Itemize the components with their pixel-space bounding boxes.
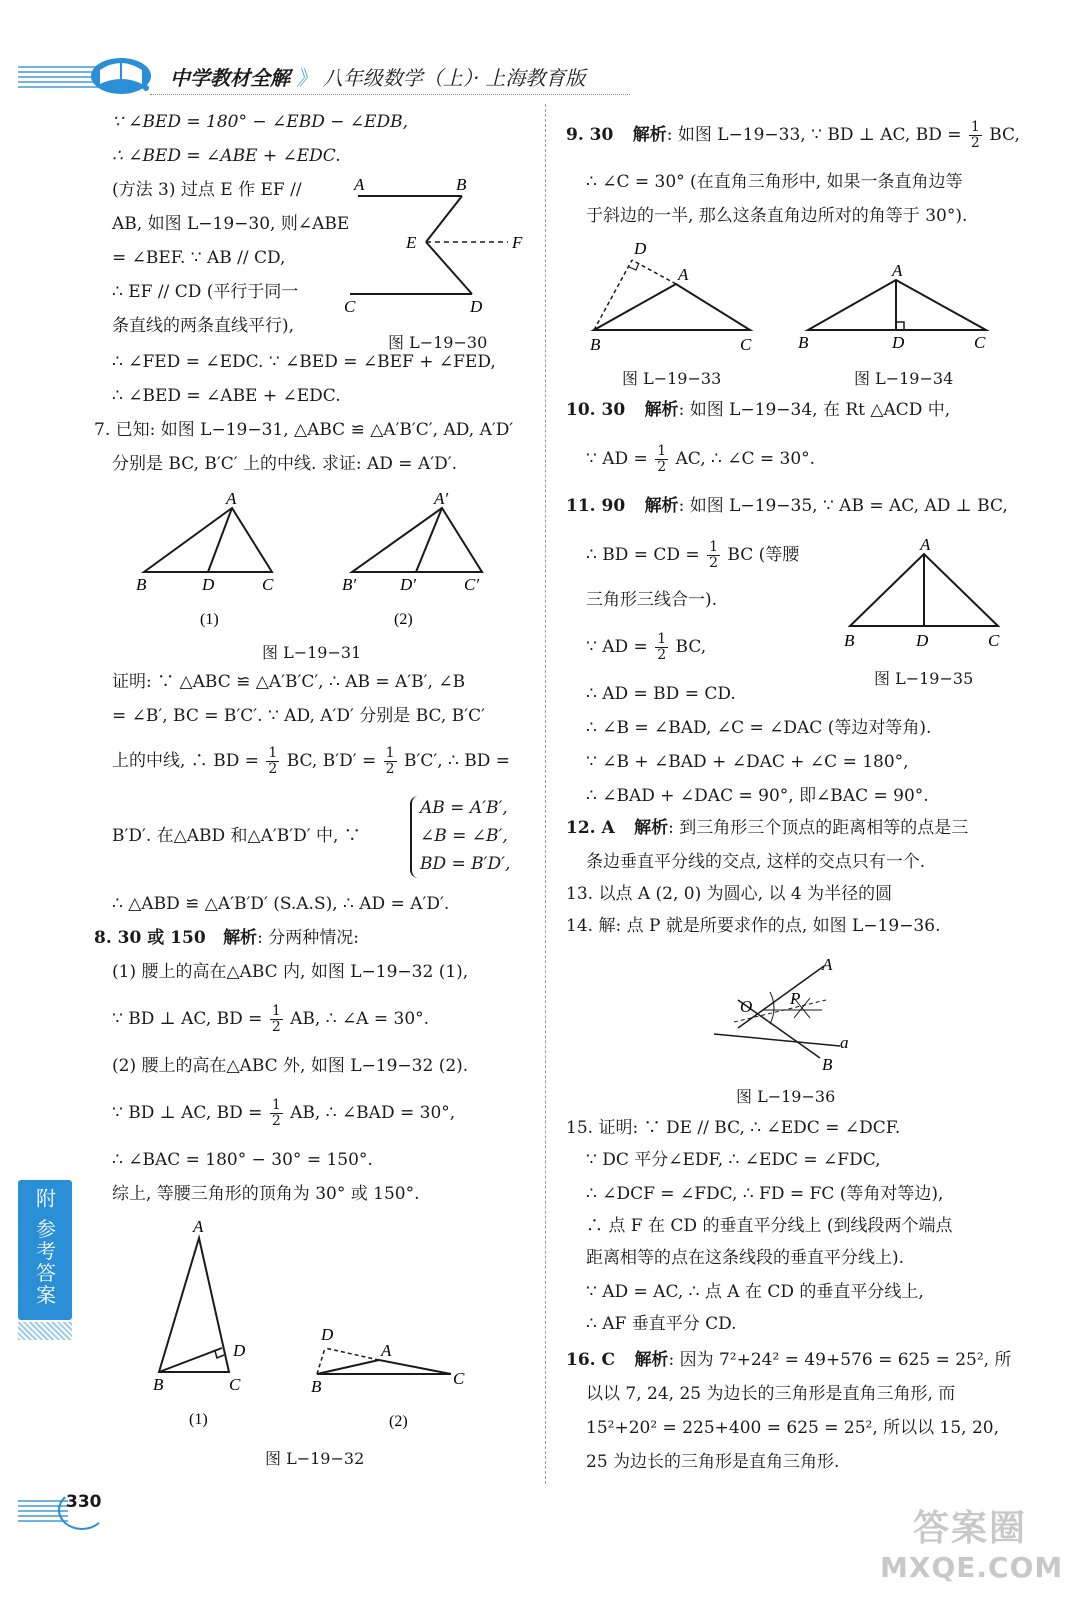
caption-l-19-35: 图 L−19−35	[874, 669, 974, 688]
figure-l-19-32	[145, 1212, 485, 1442]
q8-keyword: 解析	[223, 928, 258, 948]
q11-line-6: ∴ ∠B = ∠BAD, ∠C = ∠DAC (等边对等角).	[586, 718, 932, 738]
q15-line-1: 15. 证明: ∵ DE // BC, ∴ ∠EDC = ∠DCF.	[566, 1118, 901, 1138]
figure-l-19-34	[790, 258, 1010, 358]
fraction-half: $\frac{1}{2}$	[709, 539, 719, 571]
q9-answer: 9. 30	[566, 125, 614, 145]
header-stripes	[18, 66, 98, 88]
q9-text: : 如图 L−19−33, ∵ BD ⊥ AC, BD =	[666, 125, 962, 145]
proof-line-3	[112, 746, 510, 777]
left-line-3: (方法 3) 过点 E 作 EF //	[112, 180, 302, 200]
pt-d: D	[916, 631, 929, 650]
book-logo-icon	[88, 50, 154, 96]
left-line-2: ∴ ∠BED = ∠ABE + ∠EDC.	[112, 146, 341, 166]
left-line-5: = ∠BEF. ∵ AB // CD,	[112, 248, 286, 268]
q15-line-3: ∴ ∠DCF = ∠FDC, ∴ FD = FC (等角对等边),	[586, 1184, 944, 1204]
pt-a: A	[678, 265, 689, 284]
q8-line-4	[112, 1098, 455, 1129]
pt-b: B	[798, 333, 809, 352]
q16-line-4: 25 为边长的三角形是直角三角形.	[586, 1452, 840, 1472]
pt-e: E	[406, 233, 417, 252]
pt-d: D	[892, 333, 905, 352]
q7-line-2: 分别是 BC, B′C′ 上的中线. 求证: AD = A′D′.	[112, 454, 457, 474]
pt-c: C	[262, 575, 274, 594]
right-angle	[629, 263, 639, 270]
pt-b2: B′	[342, 575, 357, 594]
pt-b2: B	[311, 1377, 322, 1396]
sub-1: (1)	[200, 611, 219, 628]
triangle-a2b2c2	[352, 508, 482, 572]
sub-2: (2)	[394, 611, 413, 628]
figure-l-19-35	[836, 534, 1016, 664]
q11-line-3: 三角形三线合一).	[586, 590, 718, 610]
page-number-arc	[58, 1490, 106, 1530]
q13-line: 13. 以点 A (2, 0) 为圆心, 以 4 为半径的圆	[566, 884, 893, 904]
caption-l-19-33: 图 L−19−33	[622, 369, 722, 388]
sub-1: (1)	[189, 1411, 208, 1428]
watermark-line-2: MXQE.COM	[880, 1551, 1064, 1584]
q9-text-b: BC,	[989, 125, 1020, 145]
q8-line-5: ∴ ∠BAC = 180° − 30° = 150°.	[112, 1150, 373, 1170]
sub-2: (2)	[389, 1413, 408, 1430]
q11-line-1	[566, 494, 1008, 518]
q8-header	[94, 926, 359, 950]
q8-2a: ∵ BD ⊥ AC, BD =	[112, 1009, 263, 1029]
line-ed	[426, 242, 472, 294]
q12-line-2: 条边垂直平分线的交点, 这样的交点只有一个.	[586, 852, 926, 872]
fraction-half: $\frac{1}{2}$	[657, 631, 667, 663]
q9-line-1	[566, 120, 1020, 151]
q8-line-3: (2) 腰上的高在△ABC 外, 如图 L−19−32 (2).	[112, 1056, 469, 1076]
arc-1	[770, 992, 774, 1024]
q10-line-2	[586, 444, 815, 475]
q8-line-6: 综上, 等腰三角形的顶角为 30° 或 150°.	[112, 1184, 420, 1204]
pt-a: A	[920, 535, 931, 554]
q8-4a: ∵ BD ⊥ AC, BD =	[112, 1103, 263, 1123]
fraction-half: $\frac{1}{2}$	[970, 119, 980, 151]
system-eq-1: AB = A′B′,	[420, 798, 508, 818]
pt-c: C	[229, 1375, 241, 1394]
q10-keyword: 解析	[644, 400, 679, 420]
ext-ca	[325, 1348, 379, 1360]
pt-d: D	[202, 575, 215, 594]
q16-answer: 16. C	[566, 1350, 616, 1370]
watermark	[880, 1500, 1064, 1584]
proof-line-2: = ∠B′, BC = B′C′. ∵ AD, A′D′ 分别是 BC, B′C′	[112, 706, 485, 726]
proof-line-5: ∴ △ABD ≌ △A′B′D′ (S.A.S), ∴ AD = A′D′.	[112, 894, 450, 914]
q14-line: 14. 解: 点 P 就是所要求作的点, 如图 L−19−36.	[566, 916, 941, 936]
pt-b: B	[456, 175, 467, 194]
pt-a: A	[892, 261, 903, 280]
height-bd-2	[317, 1348, 325, 1374]
pt-c: C	[974, 333, 986, 352]
pt-b: B	[136, 575, 147, 594]
pt-d2: D′	[400, 575, 416, 594]
figure-l-19-30	[340, 170, 540, 330]
q16-keyword: 解析	[634, 1350, 669, 1370]
q15-line-5: 距离相等的点在这条线段的垂直平分线上).	[586, 1248, 905, 1268]
q15-line-2: ∵ DC 平分∠EDF, ∴ ∠EDC = ∠FDC,	[586, 1150, 881, 1170]
proof-line-1: 证明: ∵ △ABC ≌ △A′B′C′, ∴ AB = A′B′, ∠B	[112, 672, 466, 692]
pt-c2: C	[453, 1369, 465, 1388]
proof-line-4: B′D′. 在△ABD 和△A′B′D′ 中, ∵	[112, 826, 361, 846]
figure-l-19-36	[710, 952, 860, 1082]
q11-4b: BC,	[675, 637, 707, 657]
fraction-half: $\frac{1}{2}$	[385, 745, 395, 777]
q10-2b: AC, ∴ ∠C = 30°.	[675, 449, 816, 469]
left-line-8: ∴ ∠FED = ∠EDC. ∵ ∠BED = ∠BEF + ∠FED,	[112, 352, 496, 372]
pt-a2: A	[381, 1341, 392, 1360]
q11-answer: 11. 90	[566, 496, 626, 516]
caption-l-19-31: 图 L−19−31	[262, 643, 362, 662]
q8-line-1: (1) 腰上的高在△ABC 内, 如图 L−19−32 (1),	[112, 962, 469, 982]
header-separator: 》	[296, 66, 317, 90]
pt-d: D	[470, 297, 483, 316]
left-line-7: 条直线的两条直线平行),	[112, 316, 295, 336]
q11-line-2	[586, 540, 799, 571]
caption-l-19-30: 图 L−19−30	[388, 333, 488, 352]
caption-l-19-32: 图 L−19−32	[265, 1449, 365, 1468]
q16-text: : 因为 7²+24² = 49+576 = 625 = 25², 所	[668, 1350, 1012, 1370]
height-bd-1	[159, 1348, 222, 1372]
q12-text: : 到三角形三个顶点的距离相等的点是三	[668, 818, 969, 838]
q11-text: : 如图 L−19−35, ∵ AB = AC, AD ⊥ BC,	[678, 496, 1008, 516]
pt-d: D	[634, 239, 647, 258]
q12-keyword: 解析	[634, 818, 669, 838]
left-line-4: AB, 如图 L−19−30, 则∠ABE	[112, 214, 350, 234]
q15-line-4: ∴ 点 F 在 CD 的垂直平分线上 (到线段两个端点	[586, 1216, 953, 1236]
triangle-2	[317, 1360, 451, 1374]
system-eq-3: BD = B′D′,	[420, 854, 511, 874]
pt-a: A	[354, 175, 365, 194]
q16-line-2: 以以 7, 24, 25 为边长的三角形是直角三角形, 而	[586, 1384, 956, 1404]
column-divider	[545, 104, 546, 1484]
pt-b: B	[590, 335, 601, 354]
system-brace	[410, 796, 420, 878]
q11-line-7: ∵ ∠B + ∠BAD + ∠DAC + ∠C = 180°,	[586, 752, 909, 772]
triangle-abc	[594, 284, 750, 330]
left-line-6: ∴ EF // CD (平行于同一	[112, 282, 299, 302]
pt-b: B	[844, 631, 855, 650]
left-line-1: ∵ ∠BED = 180° − ∠EBD − ∠EDB,	[112, 112, 409, 132]
book-title: 中学教材全解	[170, 66, 290, 90]
pt-a: A	[822, 955, 833, 974]
q8-text: : 分两种情况:	[257, 928, 359, 948]
pt-f: F	[512, 233, 523, 252]
pt-c2: C′	[464, 575, 480, 594]
fraction-half: $\frac{1}{2}$	[271, 1003, 281, 1035]
q16-line-3: 15²+20² = 225+400 = 625 = 25², 所以以 15, 20,	[586, 1418, 1000, 1438]
q15-line-7: ∴ AF 垂直平分 CD.	[586, 1314, 737, 1334]
q11-line-5: ∴ AD = BD = CD.	[586, 684, 736, 704]
pt-d2: D	[321, 1325, 334, 1344]
q8-2b: AB, ∴ ∠A = 30°.	[290, 1009, 430, 1029]
pt-c: C	[988, 631, 1000, 650]
q9-line-2: ∴ ∠C = 30° (在直角三角形中, 如果一条直角边等	[586, 172, 963, 192]
right-angle-1	[215, 1351, 224, 1358]
pt-a-line: a	[840, 1033, 849, 1052]
pt-o: O	[740, 997, 753, 1016]
watermark-line-1: 答案圈	[912, 1508, 1027, 1549]
fraction-half: $\frac{1}{2}$	[268, 745, 278, 777]
triangle-abc	[144, 508, 272, 572]
q15-line-6: ∵ AD = AC, ∴ 点 A 在 CD 的垂直平分线上,	[586, 1282, 924, 1302]
q11-2a: ∴ BD = CD =	[586, 545, 700, 565]
appendix-tab-label: 附 参考答案	[32, 1188, 57, 1307]
pt-d: D	[233, 1341, 246, 1360]
pt-b: B	[822, 1055, 833, 1074]
right-angle	[896, 322, 904, 330]
proof-3b: BC, B′D′ =	[286, 751, 377, 771]
pt-p: P	[790, 989, 801, 1008]
q10-answer: 10. 30	[566, 400, 626, 420]
q12-line-1	[566, 816, 968, 840]
caption-l-19-34: 图 L−19−34	[854, 369, 954, 388]
q16-line-1	[566, 1348, 1011, 1372]
line-be	[426, 196, 462, 242]
pt-c: C	[740, 335, 752, 354]
line-a	[714, 1034, 840, 1046]
q8-4b: AB, ∴ ∠BAD = 30°,	[290, 1103, 456, 1123]
fraction-half: $\frac{1}{2}$	[271, 1097, 281, 1129]
figure-l-19-31	[130, 488, 530, 638]
system-eq-2: ∠B = ∠B′,	[420, 826, 508, 846]
header-subtitle: 八年级数学（上）· 上海教育版	[322, 66, 586, 90]
q10-text: : 如图 L−19−34, 在 Rt △ACD 中,	[678, 400, 951, 420]
q10-line-1	[566, 398, 950, 422]
q11-2b: BC (等腰	[727, 545, 800, 565]
page-number: 330	[66, 1492, 102, 1512]
pt-c: C	[344, 297, 356, 316]
q11-line-8: ∴ ∠BAD + ∠DAC = 90°, 即∠BAC = 90°.	[586, 786, 929, 806]
caption-l-19-36: 图 L−19−36	[736, 1087, 836, 1106]
fraction-half: $\frac{1}{2}$	[657, 443, 667, 475]
q9-line-3: 于斜边的一半, 那么这条直角边所对的角等于 30°).	[586, 206, 968, 226]
triangle-1	[159, 1238, 229, 1372]
left-line-9: ∴ ∠BED = ∠ABE + ∠EDC.	[112, 386, 341, 406]
header-rule	[150, 94, 630, 95]
q8-answer: 8. 30 或 150	[94, 928, 206, 948]
q8-line-2	[112, 1004, 429, 1035]
proof-3c: B′C′, ∴ BD =	[403, 751, 510, 771]
q9-keyword: 解析	[632, 125, 667, 145]
pt-b: B	[153, 1375, 164, 1394]
q11-keyword: 解析	[644, 496, 679, 516]
pt-a2: A′	[434, 489, 449, 508]
appendix-tab[interactable]	[18, 1180, 72, 1320]
q10-2a: ∵ AD =	[586, 449, 648, 469]
header-title	[170, 62, 585, 91]
q12-answer: 12. A	[566, 818, 615, 838]
side-tab-stripes	[18, 1322, 72, 1340]
pt-a: A	[193, 1217, 204, 1236]
q11-line-4	[586, 632, 706, 663]
figure-l-19-33	[580, 236, 780, 366]
q7-line-1: 7. 已知: 如图 L−19−31, △ABC ≌ △A′B′C′, AD, A′D′	[94, 420, 514, 440]
pt-a: A	[226, 489, 237, 508]
proof-3a: 上的中线, ∴ BD =	[112, 751, 259, 771]
q11-4a: ∵ AD =	[586, 637, 648, 657]
